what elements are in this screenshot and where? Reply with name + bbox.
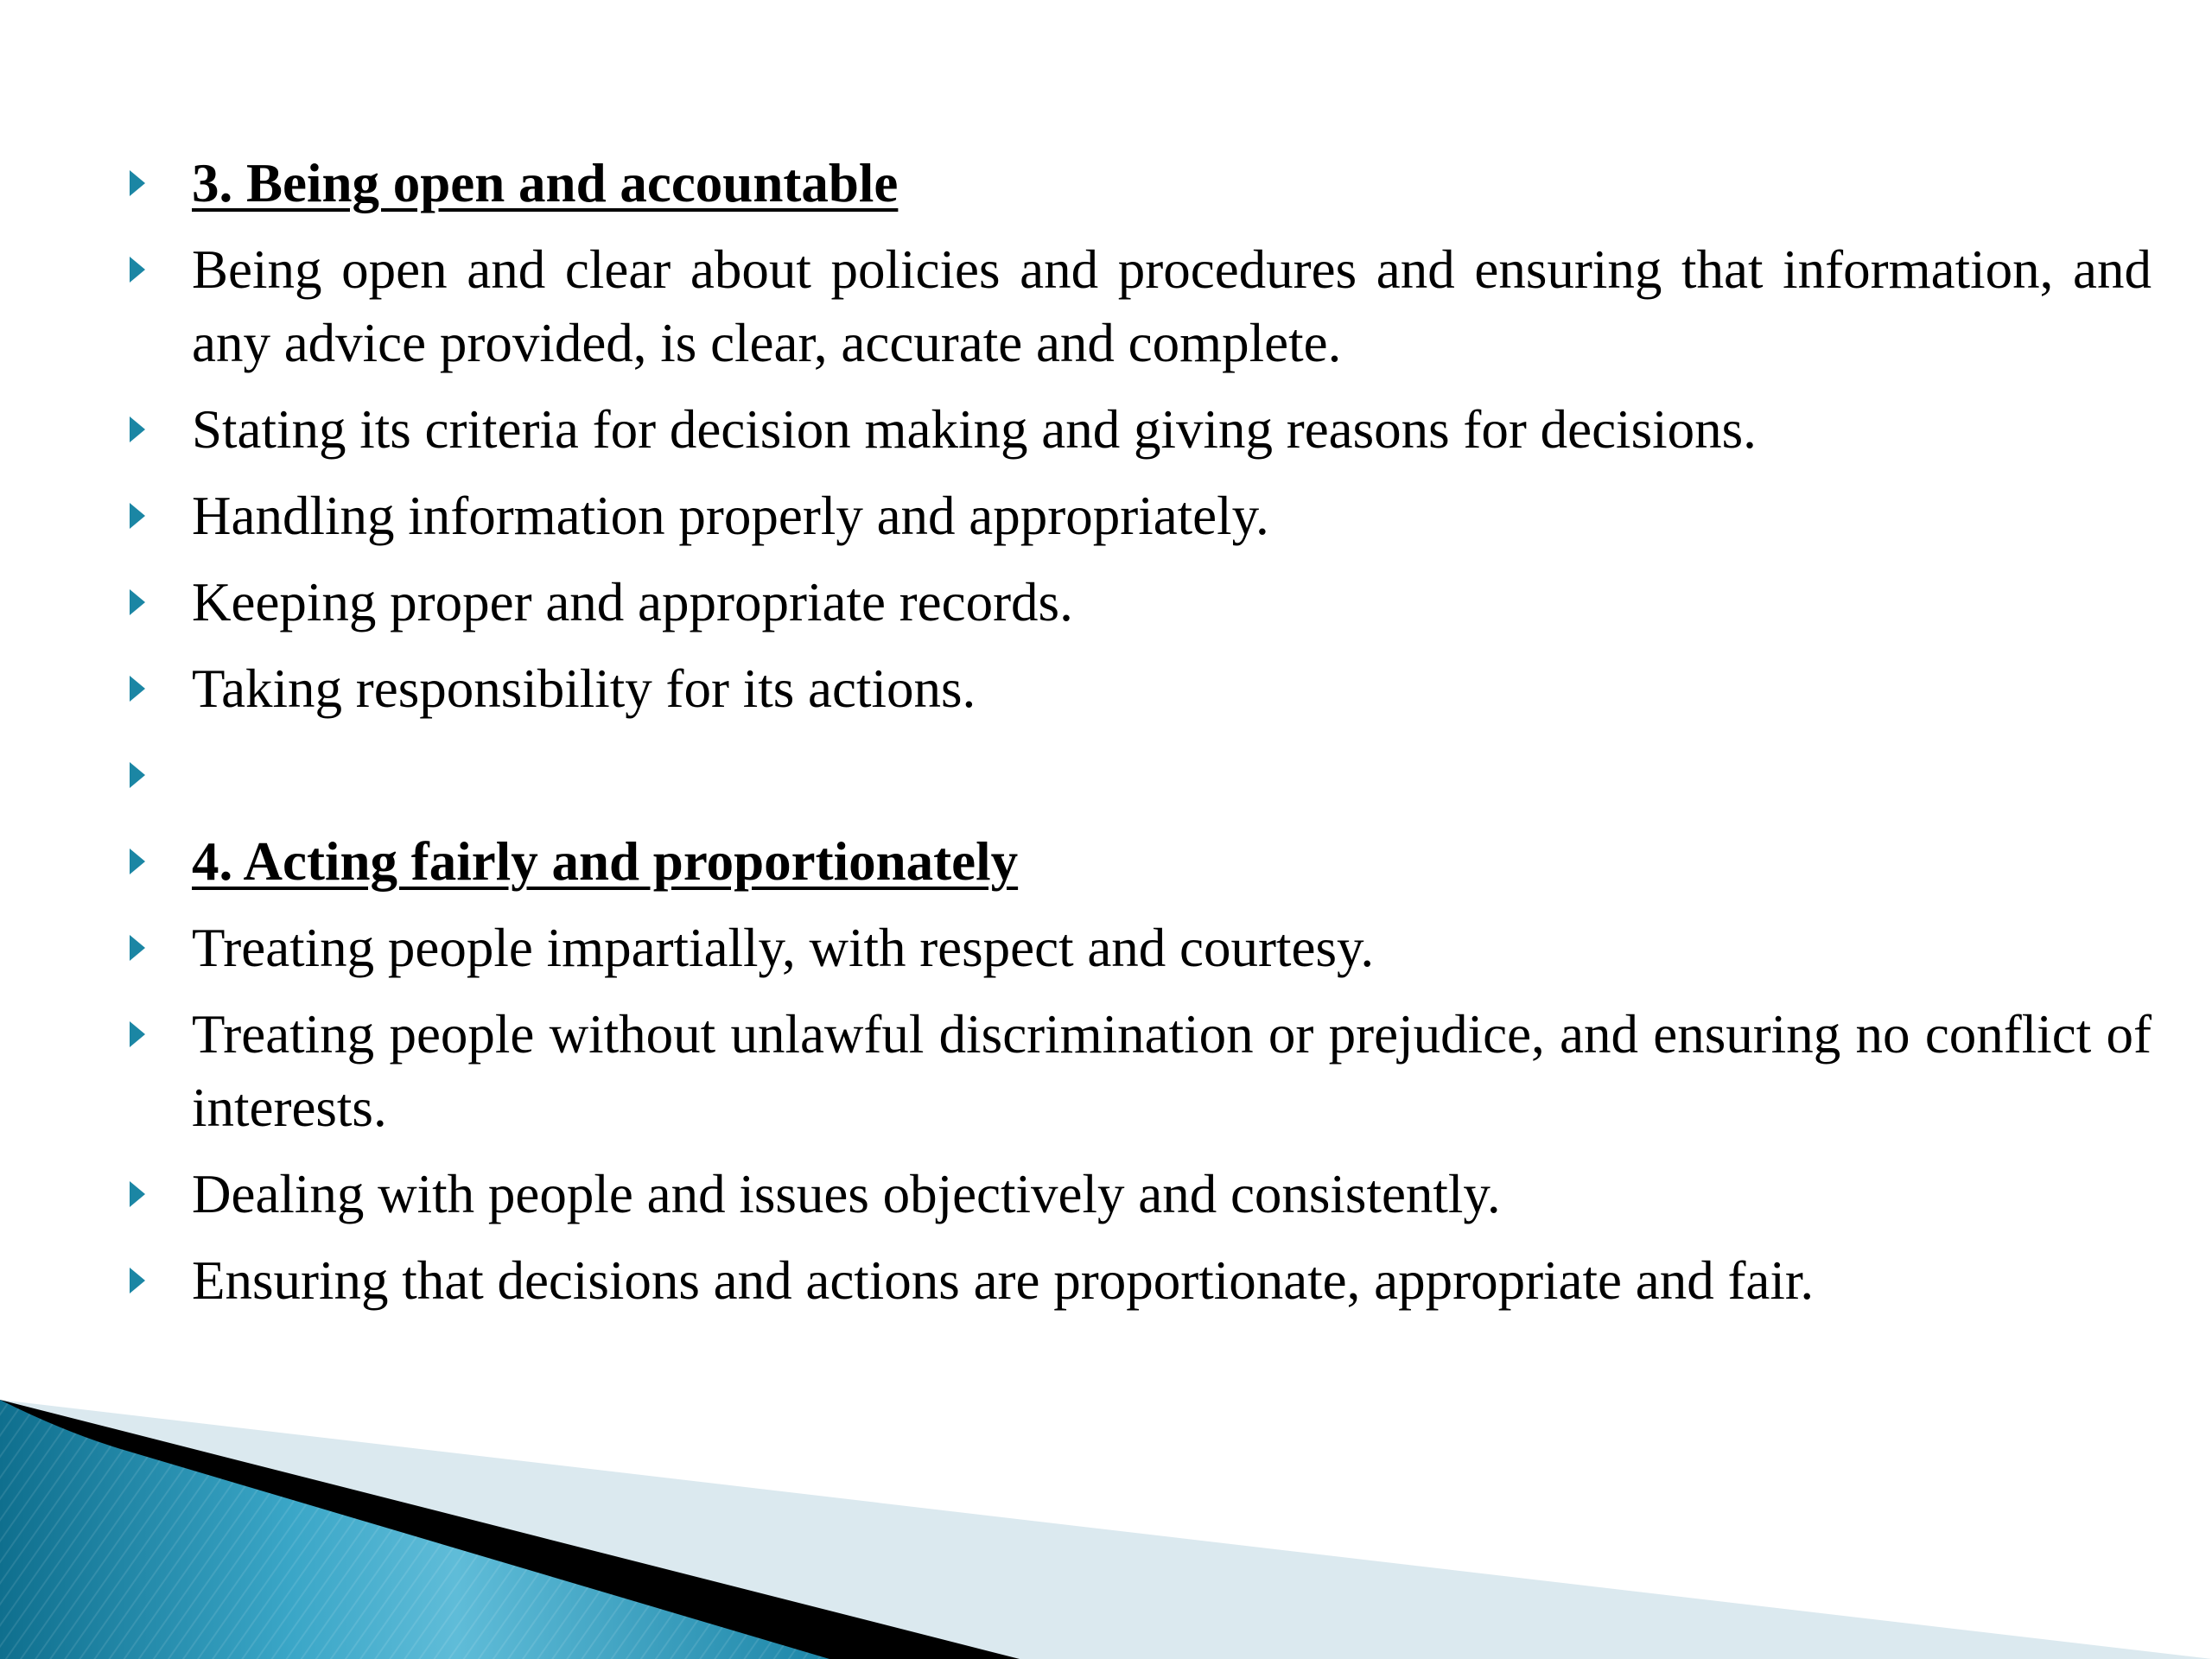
bullet-text: Dealing with people and issues objectively and consistently. (192, 1164, 1501, 1224)
bullet-text: Being open and clear about policies and procedures and ensuring that information, and any advice provided, is clear, accurate and complete. (192, 239, 2152, 373)
bullet-arrow-icon (130, 170, 145, 196)
bullet-item-6 (130, 652, 2152, 726)
slide-content (130, 147, 2152, 1331)
bullet-item-4 (130, 480, 2152, 553)
bullet-item-8 (130, 825, 2152, 899)
bullet-item-11 (130, 1158, 2152, 1231)
bullet-item-5 (130, 566, 2152, 639)
bullet-text: Handling information properly and appropriately. (192, 486, 1269, 546)
bullet-text: 4. Acting fairly and proportionately (192, 831, 1019, 892)
bullet-item-1 (130, 147, 2152, 220)
bullet-text: Stating its criteria for decision making and giving reasons for decisions. (192, 399, 1757, 460)
bullet-list (130, 147, 2152, 1318)
bullet-item-10 (130, 998, 2152, 1145)
bullet-text: Treating people impartially, with respect and courtesy. (192, 918, 1375, 978)
bullet-text: Treating people without unlawful discrimination or prejudice, and ensuring no conflict of interests. (192, 1004, 2152, 1138)
bullet-text: Keeping proper and appropriate records. (192, 572, 1073, 632)
bullet-item-12 (130, 1244, 2152, 1318)
bullet-text: Taking responsibility for its actions. (192, 658, 976, 719)
bullet-arrow-icon (130, 503, 145, 529)
teal-wave-shape (0, 1400, 830, 1659)
light-band-shape (0, 1400, 2212, 1659)
bullet-arrow-icon (130, 1021, 145, 1047)
bullet-text: 3. Being open and accountable (192, 153, 899, 213)
bullet-arrow-icon (130, 1268, 145, 1294)
bullet-text: Ensuring that decisions and actions are proportionate, appropriate and fair. (192, 1250, 1815, 1311)
bullet-arrow-icon (130, 849, 145, 874)
bullet-arrow-icon (130, 589, 145, 615)
bullet-item-3 (130, 393, 2152, 467)
bullet-arrow-icon (130, 935, 145, 961)
dark-band-shape (0, 1400, 1020, 1659)
bullet-arrow-icon (130, 1181, 145, 1207)
bullet-arrow-icon (130, 762, 145, 788)
bullet-arrow-icon (130, 257, 145, 283)
bullet-arrow-icon (130, 416, 145, 442)
bullet-item-9 (130, 912, 2152, 985)
bullet-item-2 (130, 233, 2152, 380)
bullet-item-7 (130, 739, 2152, 812)
bullet-arrow-icon (130, 676, 145, 702)
